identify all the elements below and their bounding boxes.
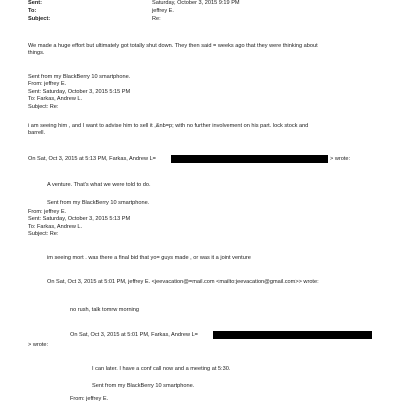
header-to-label: To: bbox=[28, 8, 37, 14]
wrote-line-3-prefix: On Sat, Oct 3, 2015 at 5:01 PM, Farkas, Andrew L= bbox=[70, 332, 198, 338]
to-1: To: Farkas, Andrew L. bbox=[28, 96, 83, 103]
paragraph-1-line-1: We made a huge effort but ultimately got totally shut down. They then said = weeks ago that they were thinking about bbox=[28, 43, 318, 49]
wrote-line-1-suffix: > wrote: bbox=[330, 156, 351, 162]
paragraph-2-line-2: barrell. bbox=[28, 130, 46, 137]
header-sent-row bbox=[28, 0, 240, 8]
wrote-line-1-prefix: On Sat, Oct 3, 2015 at 5:13 PM, Farkas, Andrew L= bbox=[28, 156, 156, 162]
header-subject-label: Subject: bbox=[28, 16, 51, 22]
paragraph-1-line-2: things. bbox=[28, 50, 45, 57]
header-to-row bbox=[28, 8, 174, 16]
quoted-header-1 bbox=[28, 74, 130, 111]
signature-2: Sent from my BlackBerry 10 smartphone. bbox=[47, 200, 150, 206]
paragraph-1 bbox=[28, 43, 318, 58]
paragraph-2-line-1: i am seeing him , and I want to advise him to sell it ,&nb=p; with no further involvement on his part. lock stock and bbox=[28, 123, 309, 129]
signature-1: Sent from my BlackBerry 10 smartphone. bbox=[28, 74, 131, 80]
wrote-line-3-suffix: > wrote: bbox=[28, 342, 49, 348]
sent-1: Sent: Saturday, October 3, 2015 5:15 PM bbox=[28, 88, 131, 95]
paragraph-2 bbox=[28, 123, 308, 138]
mort-line: im seeing mort . was there a final bid that yo= guys made , or was it a joint venture bbox=[47, 255, 251, 261]
header-sent-label: Sent: bbox=[28, 0, 42, 6]
sent-2: Sent: Saturday, October 3, 2015 5:13 PM bbox=[28, 216, 131, 223]
subject-2: Subject: Re: bbox=[28, 231, 59, 238]
subject-1: Subject: Re: bbox=[28, 103, 59, 110]
redaction-bar-1 bbox=[171, 155, 328, 163]
header-to-value: jeffrey E. bbox=[152, 8, 174, 14]
redaction-bar-2 bbox=[213, 331, 372, 339]
to-2: To: Farkas, Andrew L. bbox=[28, 223, 83, 230]
from-3: From: jeffrey E. bbox=[70, 396, 109, 402]
from-2: From: jeffrey E. bbox=[28, 209, 67, 215]
wrote-line-2: On Sat, Oct 3, 2015 at 5:01 PM, jeffrey E. <jeevacation@=mail.com <mailto:jeevacation@gmail.com>> wrote: bbox=[47, 279, 319, 285]
venture-line: A venture. That's what we were told to do. bbox=[47, 182, 151, 188]
no-rush-line: no rush, talk tomrw morning bbox=[70, 307, 140, 313]
header-subject-value: Re: bbox=[152, 16, 161, 22]
signature-3: Sent from my BlackBerry 10 smartphone. bbox=[92, 383, 195, 389]
header-subject-row bbox=[28, 16, 161, 24]
from-1: From: jeffrey E. bbox=[28, 81, 67, 88]
later-line: I can later. I have a conf call now and a meeting at 5:30. bbox=[92, 366, 231, 372]
quoted-header-2 bbox=[28, 209, 130, 239]
header-sent-value: Saturday, October 3, 2015 9:19 PM bbox=[152, 0, 240, 6]
